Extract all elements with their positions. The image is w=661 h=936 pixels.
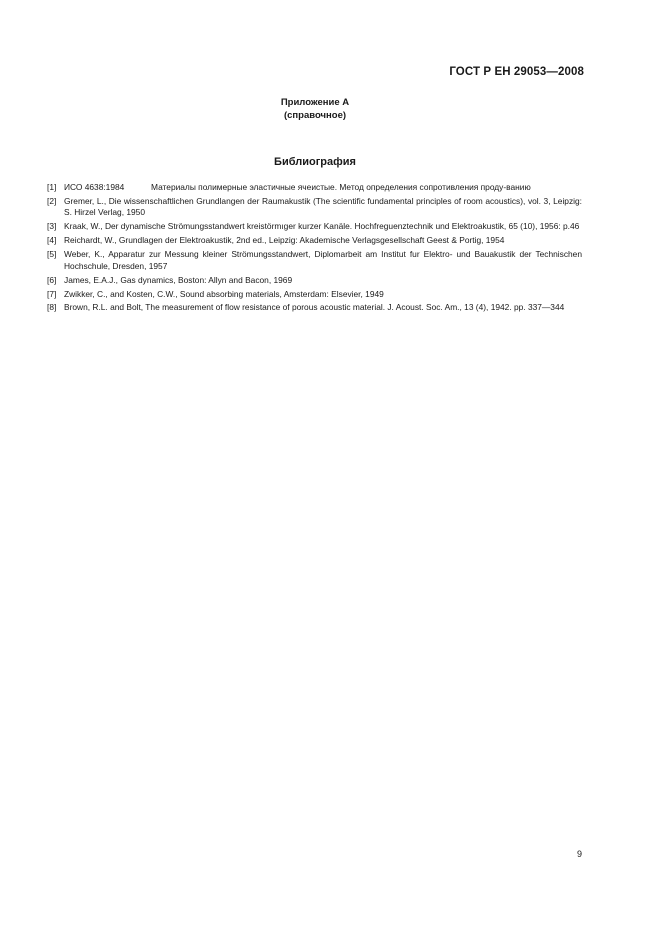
reference-number: [2] [47, 195, 57, 206]
reference-text: Reichardt, W., Grundlagen der Elektroakustik, 2nd ed., Leipzig: Akademische Verlagsgesellschaft Geest & Portig, 1954 [64, 235, 505, 246]
reference-number: [1] [47, 182, 57, 192]
bibliography-heading: Библиография [274, 156, 356, 168]
reference-number: [7] [47, 288, 57, 299]
reference-text: Zwikker, C., and Kosten, C.W., Sound absorbing materials, Amsterdam: Elsevier, 1949 [64, 288, 384, 299]
reference-number: [3] [47, 221, 57, 232]
reference-item [47, 182, 582, 194]
reference-code: ИСО 4638:1984 [64, 182, 125, 192]
reference-item [47, 221, 582, 233]
reference-item [47, 196, 582, 219]
reference-item [47, 302, 582, 314]
document-code: ГОСТ Р ЕН 29053—2008 [449, 66, 584, 78]
annex-subtitle: (справочное) [283, 110, 347, 121]
page-number: 9 [576, 849, 582, 859]
annex-title: Приложение А [280, 97, 350, 108]
reference-item [47, 235, 582, 247]
reference-item [47, 289, 582, 301]
reference-number: [8] [47, 302, 57, 313]
reference-text: Brown, R.L. and Bolt, The measurement of flow resistance of porous acoustic material. J. Acoust. Soc. Am., 13 (4), 1942. pp. 337—344 [64, 302, 565, 313]
reference-text: Gremer, L., Die wissenschaftlichen Grundlangen der Raumakustik (The scientific fundamental principles of room acoustics), vol. 3, Leipzig: S. Hirzel Verlag, 1950 [64, 195, 582, 218]
annex-heading [0, 96, 630, 122]
reference-number: [6] [47, 274, 57, 285]
reference-number: [4] [47, 235, 57, 246]
reference-text: Weber, K., Apparatur zur Messung kleiner Strömungsstandwert, Diplomarbeit am Institut fur Elektro- und Bauakustik der Technischen Hochschule, Dresden, 1957 [64, 249, 582, 271]
reference-number: [5] [47, 249, 57, 260]
reference-list [47, 182, 582, 316]
reference-text: James, E.A.J., Gas dynamics, Boston: Allyn and Bacon, 1969 [64, 274, 293, 285]
reference-item [47, 249, 582, 272]
reference-text: Kraak, W., Der dynamische Strömungsstandwert kreistörmıger kurzer Kanäle. Hochfreguenztechnik und Elektroakustik, 65 (10), 1956: p.46 [64, 221, 580, 232]
reference-item [47, 275, 582, 287]
reference-text: Материалы полимерные эластичные ячеистые. Метод определения сопротивления проду-ванию [151, 182, 531, 192]
